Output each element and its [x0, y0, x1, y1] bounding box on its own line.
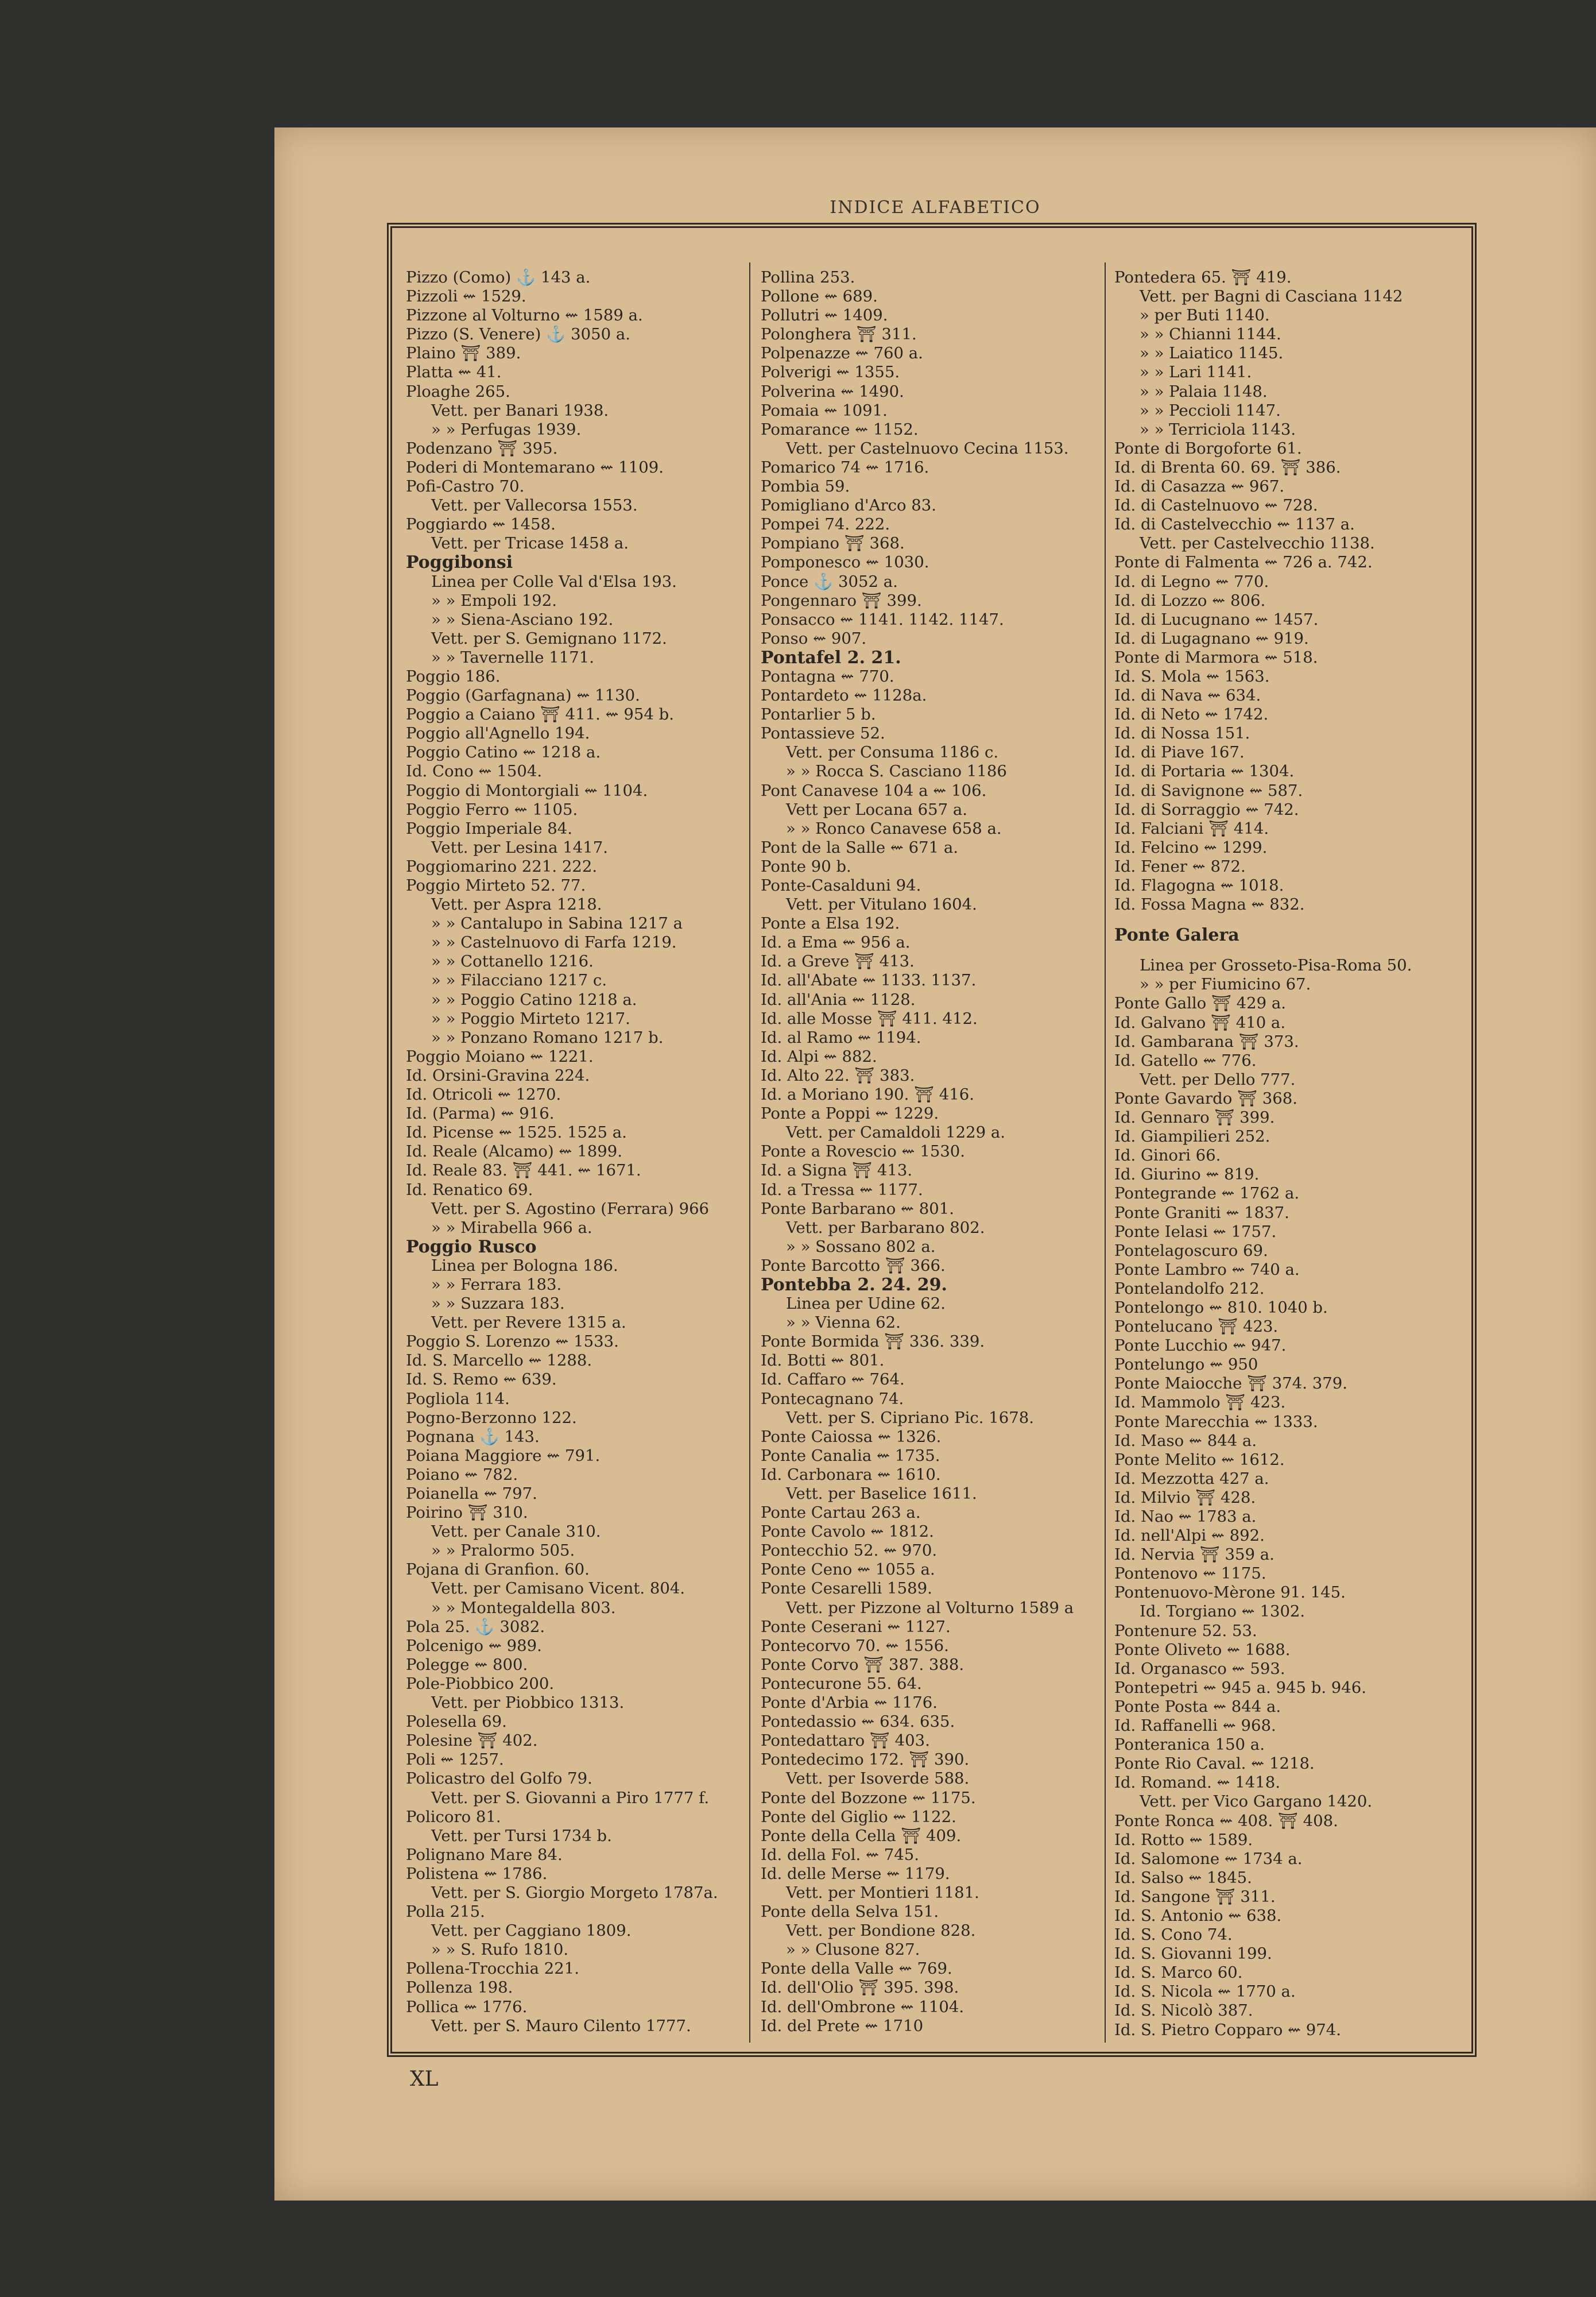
index-entry: Id. di Legno ⇜ 770.: [1114, 572, 1269, 591]
index-heading: Pontafel 2. 21.: [761, 647, 901, 668]
index-entry: Linea per Colle Val d'Elsa 193.: [431, 572, 677, 591]
index-entry: Id. di Castelnuovo ⇜ 728.: [1114, 496, 1318, 515]
index-entry: Id. Otricoli ⇜ 1270.: [406, 1085, 561, 1104]
index-entry: Vett. per Banari 1938.: [431, 401, 609, 420]
index-entry: Id. Caffaro ⇜ 764.: [761, 1370, 905, 1389]
index-entry: Id. Galvano ⛩ 410 a.: [1114, 1013, 1286, 1032]
index-entry: Id. Milvio ⛩ 428.: [1114, 1488, 1256, 1507]
index-entry: Id. Fossa Magna ⇜ 832.: [1114, 895, 1305, 914]
index-entry: Id. di Casazza ⇜ 967.: [1114, 477, 1285, 496]
index-entry: Id. delle Merse ⇜ 1179.: [761, 1864, 950, 1883]
index-entry: Pomponesco ⇜ 1030.: [761, 553, 929, 572]
index-entry: Vett. per Revere 1315 a.: [431, 1313, 626, 1332]
index-entry: » » Lari 1141.: [1140, 363, 1252, 382]
index-entry: Id. Gennaro ⛩ 399.: [1114, 1108, 1275, 1127]
index-entry: » » Siena-Asciano 192.: [431, 610, 614, 629]
index-entry: Pont de la Salle ⇜ 671 a.: [761, 838, 958, 857]
index-entry: Vett. per Montieri 1181.: [786, 1883, 979, 1902]
index-entry: Vett. per Bondione 828.: [786, 1921, 976, 1940]
index-column-1: [406, 268, 739, 2043]
index-entry: Ponte Ielasi ⇜ 1757.: [1114, 1222, 1277, 1241]
index-heading: Poggio Rusco: [406, 1236, 537, 1257]
index-entry: Vett. per Baselice 1611.: [786, 1484, 977, 1503]
index-entry: Pontedera 65. ⛩ 419.: [1114, 268, 1292, 287]
index-entry: Ponte della Valle ⇜ 769.: [761, 1959, 952, 1978]
index-entry: Ponte Gallo ⛩ 429 a.: [1114, 994, 1286, 1013]
index-entry: » » Poggio Catino 1218 a.: [431, 990, 637, 1009]
index-entry: Vett. per S. Agostino (Ferrara) 966: [431, 1199, 710, 1218]
index-entry: Poirino ⛩ 310.: [406, 1503, 528, 1522]
index-entry: Id. Salomone ⇜ 1734 a.: [1114, 1849, 1303, 1868]
page-header: INDICE ALFABETICO: [830, 198, 1041, 218]
index-entry: Ponte Gavardo ⛩ 368.: [1114, 1089, 1297, 1108]
index-entry: Id. di Lugagnano ⇜ 919.: [1114, 629, 1309, 648]
index-entry: Pombia 59.: [761, 477, 850, 496]
index-entry: Polistena ⇜ 1786.: [406, 1864, 548, 1883]
index-entry: Pognana ⚓ 143.: [406, 1427, 540, 1446]
index-entry: Id. Nervia ⛩ 359 a.: [1114, 1545, 1275, 1564]
index-entry: Id. Romand. ⇜ 1418.: [1114, 1773, 1280, 1792]
index-entry: Vett. per Dello 777.: [1140, 1070, 1296, 1089]
index-entry: Vett. per Lesina 1417.: [431, 838, 608, 857]
index-entry: Pollone ⇜ 689.: [761, 287, 878, 306]
index-entry: Id. all'Ania ⇜ 1128.: [761, 990, 916, 1009]
index-entry: Id. Fener ⇜ 872.: [1114, 857, 1246, 876]
index-entry: Id. del Prete ⇜ 1710: [761, 2016, 924, 2035]
book-page: [274, 127, 1596, 2201]
index-entry: » » Laiatico 1145.: [1140, 344, 1284, 363]
index-entry: » » Palaia 1148.: [1140, 382, 1268, 401]
index-entry: Ponte del Bozzone ⇜ 1175.: [761, 1788, 976, 1807]
index-entry: » » Ponzano Romano 1217 b.: [431, 1028, 664, 1047]
index-entry: Ponte a Rovescio ⇜ 1530.: [761, 1142, 966, 1161]
index-heading: Pontebba 2. 24. 29.: [761, 1274, 947, 1295]
index-entry: » » Tavernelle 1171.: [431, 648, 595, 667]
column-divider: [749, 262, 750, 2043]
index-entry: » » Montegaldella 803.: [431, 1598, 616, 1617]
index-entry: Platta ⇜ 41.: [406, 363, 502, 382]
index-entry: Pontenuovo-Mèrone 91. 145.: [1114, 1583, 1346, 1602]
index-entry: Id. alle Mosse ⛩ 411. 412.: [761, 1009, 978, 1028]
index-entry: Pollenza 198.: [406, 1978, 513, 1997]
entry-spacer: [1114, 945, 1459, 956]
index-entry: Pogno-Berzonno 122.: [406, 1408, 577, 1427]
index-entry: » » Rocca S. Casciano 1186: [786, 762, 1007, 781]
index-entry: Pola 25. ⚓ 3082.: [406, 1617, 545, 1636]
index-entry: Pontarlier 5 b.: [761, 705, 876, 724]
index-entry: » » Terriciola 1143.: [1140, 420, 1296, 439]
index-entry: Id. di Nava ⇜ 634.: [1114, 686, 1261, 705]
index-entry: » » Peccioli 1147.: [1140, 401, 1281, 420]
index-entry: Id. Torgiano ⇜ 1302.: [1140, 1602, 1306, 1621]
index-entry: Pongennaro ⛩ 399.: [761, 591, 922, 610]
index-entry: » » Poggio Mirteto 1217.: [431, 1009, 630, 1028]
index-entry: Pontecchio 52. ⇜ 970.: [761, 1541, 938, 1560]
index-entry: Ponte Cesarelli 1589.: [761, 1579, 932, 1598]
index-entry: Ponte Ceserani ⇜ 1127.: [761, 1617, 951, 1636]
index-entry: Pompiano ⛩ 368.: [761, 534, 905, 553]
index-entry: Pontelongo ⇜ 810. 1040 b.: [1114, 1298, 1328, 1317]
index-entry: Poggio Imperiale 84.: [406, 819, 572, 838]
index-entry: Vett per Locana 657 a.: [786, 800, 968, 819]
index-entry: Id. a Moriano 190. ⛩ 416.: [761, 1085, 975, 1104]
index-entry: Ponte Cartau 263 a.: [761, 1503, 921, 1522]
index-entry: Poggiardo ⇜ 1458.: [406, 515, 556, 534]
index-entry: Vett. per Bagni di Casciana 1142: [1140, 287, 1403, 306]
index-entry: Pizzo (Como) ⚓ 143 a.: [406, 268, 591, 287]
index-entry: Id. Giurino ⇜ 819.: [1114, 1165, 1260, 1184]
index-entry: Pontecurone 55. 64.: [761, 1674, 922, 1693]
index-entry: Pojana di Granfion. 60.: [406, 1560, 590, 1579]
index-entry: Vett. per Castelvecchio 1138.: [1140, 534, 1375, 553]
index-entry: Pont Canavese 104 a ⇜ 106.: [761, 781, 987, 800]
index-entry: Vett. per S. Mauro Cilento 1777.: [431, 2016, 691, 2035]
index-entry: Poggio Mirteto 52. 77.: [406, 876, 586, 895]
index-entry: Polesine ⛩ 402.: [406, 1731, 538, 1750]
index-entry: Id. (Parma) ⇜ 916.: [406, 1104, 555, 1123]
index-entry: Plaino ⛩ 389.: [406, 344, 521, 363]
index-entry: Pontenovo ⇜ 1175.: [1114, 1564, 1266, 1583]
index-entry: Vett. per Vitulano 1604.: [786, 895, 977, 914]
index-entry: Id. Picense ⇜ 1525. 1525 a.: [406, 1123, 627, 1142]
index-entry: Vett. per Consuma 1186 c.: [786, 743, 999, 762]
index-entry: Ponte Oliveto ⇜ 1688.: [1114, 1640, 1291, 1659]
index-entry: Ponte Rio Caval. ⇜ 1218.: [1114, 1754, 1315, 1773]
index-entry: » » Empoli 192.: [431, 591, 557, 610]
index-entry: Pontecagnano 74.: [761, 1389, 904, 1408]
index-entry: Poli ⇜ 1257.: [406, 1750, 504, 1769]
index-entry: Id. di Lozzo ⇜ 806.: [1114, 591, 1266, 610]
index-entry: Vett. per Castelnuovo Cecina 1153.: [786, 439, 1069, 458]
index-entry: » » Mirabella 966 a.: [431, 1218, 592, 1237]
index-entry: » » S. Rufo 1810.: [431, 1940, 569, 1959]
index-entry: Pontassieve 52.: [761, 724, 885, 743]
index-entry: Poggio di Montorgiali ⇜ 1104.: [406, 781, 648, 800]
index-entry: Ponte di Marmora ⇜ 518.: [1114, 648, 1318, 667]
index-entry: Vett. per Camaldoli 1229 a.: [786, 1123, 1006, 1142]
index-entry: Id. Botti ⇜ 801.: [761, 1351, 885, 1370]
index-entry: » » Pralormo 505.: [431, 1541, 575, 1560]
index-entry: Polegge ⇜ 800.: [406, 1655, 528, 1674]
index-entry: Id. dell'Ombrone ⇜ 1104.: [761, 1997, 964, 2016]
index-entry: Pollica ⇜ 1776.: [406, 1997, 528, 2016]
index-entry: Poggio Ferro ⇜ 1105.: [406, 800, 578, 819]
index-entry: Id. S. Pietro Copparo ⇜ 974.: [1114, 2020, 1342, 2039]
index-entry: » » Ronco Canavese 658 a.: [786, 819, 1002, 838]
index-entry: Poiana Maggiore ⇜ 791.: [406, 1446, 601, 1465]
index-entry: Vett. per S. Giorgio Morgeto 1787a.: [431, 1883, 718, 1902]
index-entry: Ponce ⚓ 3052 a.: [761, 572, 898, 591]
index-entry: Linea per Udine 62.: [786, 1294, 946, 1313]
index-entry: Pontegrande ⇜ 1762 a.: [1114, 1184, 1300, 1203]
index-entry: Id. Flagogna ⇜ 1018.: [1114, 876, 1284, 895]
index-entry: Id. a Signa ⛩ 413.: [761, 1161, 913, 1180]
index-entry: Ponte 90 b.: [761, 857, 851, 876]
index-entry: Poderi di Montemarano ⇜ 1109.: [406, 458, 664, 477]
index-entry: Id. Rotto ⇜ 1589.: [1114, 1830, 1253, 1849]
index-entry: Poiano ⇜ 782.: [406, 1465, 518, 1484]
index-entry: Vett. per Tursi 1734 b.: [431, 1826, 612, 1845]
index-entry: Id. Felcino ⇜ 1299.: [1114, 838, 1268, 857]
index-entry: Id. Gatello ⇜ 776.: [1114, 1051, 1257, 1070]
index-entry: Id. Sangone ⛩ 311.: [1114, 1887, 1276, 1906]
index-entry: Ponte Ronca ⇜ 408. ⛩ 408.: [1114, 1811, 1338, 1830]
index-entry: Pollutri ⇜ 1409.: [761, 306, 888, 325]
index-entry: » » Perfugas 1939.: [431, 420, 582, 439]
index-entry: Polcenigo ⇜ 989.: [406, 1636, 542, 1655]
index-entry: Vett. per Caggiano 1809.: [431, 1921, 632, 1940]
column-divider: [1105, 262, 1106, 2043]
index-entry: Id. di Piave 167.: [1114, 743, 1245, 762]
index-entry: Pontenure 52. 53.: [1114, 1621, 1257, 1640]
index-entry: Ponte della Cella ⛩ 409.: [761, 1826, 962, 1845]
index-entry: » per Buti 1140.: [1140, 306, 1270, 325]
index-entry: Id. S. Marco 60.: [1114, 1963, 1243, 1982]
index-entry: » » Castelnuovo di Farfa 1219.: [431, 933, 677, 952]
entry-spacer: [1114, 914, 1459, 926]
index-entry: Id. S. Nicola ⇜ 1770 a.: [1114, 1982, 1296, 2001]
index-entry: Pontedecimo 172. ⛩ 390.: [761, 1750, 970, 1769]
index-entry: Id. S. Marcello ⇜ 1288.: [406, 1351, 592, 1370]
index-entry: Ponte Bormida ⛩ 336. 339.: [761, 1332, 985, 1351]
index-entry: Poggio Catino ⇜ 1218 a.: [406, 743, 601, 762]
index-entry: Linea per Grosseto-Pisa-Roma 50.: [1140, 956, 1412, 975]
index-entry: Ponte Marecchia ⇜ 1333.: [1114, 1412, 1318, 1431]
index-entry: » » Filacciano 1217 c.: [431, 971, 607, 990]
index-entry: Id. Cono ⇜ 1504.: [406, 762, 543, 781]
index-column-2: [761, 268, 1097, 2043]
index-entry: Id. di Neto ⇜ 1742.: [1114, 705, 1269, 724]
index-entry: Pizzoli ⇜ 1529.: [406, 287, 526, 306]
index-entry: Poggio 186.: [406, 667, 501, 686]
index-entry: Ponte Maiocche ⛩ 374. 379.: [1114, 1374, 1348, 1393]
index-entry: Id. S. Cono 74.: [1114, 1925, 1233, 1944]
index-entry: Id. Organasco ⇜ 593.: [1114, 1659, 1285, 1678]
index-entry: Id. della Fol. ⇜ 745.: [761, 1845, 919, 1864]
index-entry: Policastro del Golfo 79.: [406, 1769, 592, 1788]
index-entry: Id. Falciani ⛩ 414.: [1114, 819, 1269, 838]
index-entry: Pizzone al Volturno ⇜ 1589 a.: [406, 306, 643, 325]
index-entry: Vett. per Aspra 1218.: [431, 895, 602, 914]
index-entry: Pomarico 74 ⇜ 1716.: [761, 458, 929, 477]
index-entry: Vett. per Barbarano 802.: [786, 1218, 985, 1237]
index-entry: Pontelucano ⛩ 423.: [1114, 1317, 1279, 1336]
index-entry: Id. nell'Alpi ⇜ 892.: [1114, 1526, 1265, 1545]
index-entry: Vett. per S. Giovanni a Piro 1777 f.: [431, 1788, 710, 1807]
index-entry: Id. a Tressa ⇜ 1177.: [761, 1180, 923, 1199]
index-entry: Pontelagoscuro 69.: [1114, 1241, 1268, 1260]
index-entry: Id. Orsini-Gravina 224.: [406, 1066, 590, 1085]
index-entry: » » Cantalupo in Sabina 1217 a: [431, 914, 683, 933]
index-entry: Ponte Canalia ⇜ 1735.: [761, 1446, 940, 1465]
index-entry: Pontedattaro ⛩ 403.: [761, 1731, 930, 1750]
index-entry: Pontecorvo 70. ⇜ 1556.: [761, 1636, 949, 1655]
index-entry: Ponte Barcotto ⛩ 366.: [761, 1256, 946, 1275]
index-entry: » » Sossano 802 a.: [786, 1237, 936, 1256]
index-entry: Ploaghe 265.: [406, 382, 510, 401]
index-entry: Ponte Ceno ⇜ 1055 a.: [761, 1560, 935, 1579]
index-entry: Pollena-Trocchia 221.: [406, 1959, 579, 1978]
index-entry: Pollina 253.: [761, 268, 855, 287]
index-entry: Id. di Castelvecchio ⇜ 1137 a.: [1114, 515, 1355, 534]
index-entry: Id. Reale (Alcamo) ⇜ 1899.: [406, 1142, 622, 1161]
index-entry: Pomaia ⇜ 1091.: [761, 401, 888, 420]
index-entry: Pomarance ⇜ 1152.: [761, 420, 919, 439]
index-entry: Ponte Posta ⇜ 844 a.: [1114, 1697, 1281, 1716]
index-entry: Id. a Greve ⛩ 413.: [761, 952, 915, 971]
index-entry: Pizzo (S. Venere) ⚓ 3050 a.: [406, 325, 630, 344]
index-entry: » » Suzzara 183.: [431, 1294, 565, 1313]
index-entry: Ponte-Casalduni 94.: [761, 876, 921, 895]
index-entry: Ponte del Giglio ⇜ 1122.: [761, 1807, 956, 1826]
index-entry: Pontelungo ⇜ 950: [1114, 1355, 1258, 1374]
index-entry: Poggio (Garfagnana) ⇜ 1130.: [406, 686, 640, 705]
index-entry: Id. S. Giovanni 199.: [1114, 1944, 1272, 1963]
index-entry: Id. Carbonara ⇜ 1610.: [761, 1465, 941, 1484]
index-entry: Vett. per Tricase 1458 a.: [431, 534, 629, 553]
index-entry: Ponte Cavolo ⇜ 1812.: [761, 1522, 934, 1541]
index-entry: Ponte Graniti ⇜ 1837.: [1114, 1203, 1289, 1222]
index-entry: Id. Raffanelli ⇜ 968.: [1114, 1716, 1276, 1735]
index-entry: Id. di Savignone ⇜ 587.: [1114, 781, 1303, 800]
index-entry: Vett. per Camisano Vicent. 804.: [431, 1579, 685, 1598]
index-entry: » » per Fiumicino 67.: [1140, 975, 1311, 994]
index-entry: Ponte Caiossa ⇜ 1326.: [761, 1427, 942, 1446]
index-entry: Poggio S. Lorenzo ⇜ 1533.: [406, 1332, 619, 1351]
index-entry: Podenzano ⛩ 395.: [406, 439, 558, 458]
index-entry: Vett. per S. Gemignano 1172.: [431, 629, 667, 648]
index-entry: Pontagna ⇜ 770.: [761, 667, 894, 686]
index-entry: Id. S. Antonio ⇜ 638.: [1114, 1906, 1282, 1925]
index-entry: Id. Alpi ⇜ 882.: [761, 1047, 877, 1066]
index-entry: Pontardeto ⇜ 1128a.: [761, 686, 927, 705]
index-entry: » » Ferrara 183.: [431, 1275, 562, 1294]
index-entry: Ponte Lucchio ⇜ 947.: [1114, 1336, 1287, 1355]
index-entry: Poggio Moiano ⇜ 1221.: [406, 1047, 594, 1066]
index-entry: Poianella ⇜ 797.: [406, 1484, 537, 1503]
index-entry: Ponte di Falmenta ⇜ 726 a. 742.: [1114, 553, 1373, 572]
index-entry: Id. Giampilieri 252.: [1114, 1127, 1270, 1146]
index-entry: Id. Maso ⇜ 844 a.: [1114, 1431, 1257, 1450]
index-entry: » » Vienna 62.: [786, 1313, 901, 1332]
index-heading: Ponte Galera: [1114, 925, 1239, 946]
index-entry: Poggio a Caiano ⛩ 411. ⇜ 954 b.: [406, 705, 675, 724]
index-entry: Vett. per Vallecorsa 1553.: [431, 496, 638, 515]
index-entry: Polignano Mare 84.: [406, 1845, 563, 1864]
index-entry: Id. Nao ⇜ 1783 a.: [1114, 1507, 1257, 1526]
index-entry: Vett. per Vico Gargano 1420.: [1140, 1792, 1373, 1811]
index-entry: Linea per Bologna 186.: [431, 1256, 618, 1275]
index-frame: [387, 223, 1477, 2057]
index-entry: Poggio all'Agnello 194.: [406, 724, 590, 743]
index-entry: Id. S. Mola ⇜ 1563.: [1114, 667, 1270, 686]
index-entry: Id. di Sorraggio ⇜ 742.: [1114, 800, 1299, 819]
index-entry: Id. Alto 22. ⛩ 383.: [761, 1066, 915, 1085]
index-heading: Poggibonsi: [406, 552, 513, 573]
index-entry: Pole-Piobbico 200.: [406, 1674, 555, 1693]
index-entry: Id. Salso ⇜ 1845.: [1114, 1868, 1252, 1887]
index-entry: » » Chianni 1144.: [1140, 325, 1281, 344]
index-entry: Vett. per Pizzone al Volturno 1589 a: [786, 1598, 1074, 1617]
index-entry: Ponsacco ⇜ 1141. 1142. 1147.: [761, 610, 1004, 629]
index-entry: Polverigi ⇜ 1355.: [761, 363, 900, 382]
index-entry: Polla 215.: [406, 1902, 485, 1921]
index-entry: Pofi-Castro 70.: [406, 477, 525, 496]
index-entry: Id. Gambarana ⛩ 373.: [1114, 1032, 1299, 1051]
index-entry: Policoro 81.: [406, 1807, 501, 1826]
index-entry: Id. Mammolo ⛩ 423.: [1114, 1393, 1286, 1412]
index-entry: Pontelandolfo 212.: [1114, 1279, 1265, 1298]
index-entry: Ponte a Elsa 192.: [761, 914, 900, 933]
index-entry: Ponte Barbarano ⇜ 801.: [761, 1199, 955, 1218]
index-entry: Ponte a Poppi ⇜ 1229.: [761, 1104, 939, 1123]
index-entry: Pogliola 114.: [406, 1389, 510, 1408]
index-entry: Ponte Corvo ⛩ 387. 388.: [761, 1655, 964, 1674]
index-entry: Id. di Brenta 60. 69. ⛩ 386.: [1114, 458, 1341, 477]
index-entry: Id. Ginori 66.: [1114, 1146, 1221, 1165]
index-entry: Pontedassio ⇜ 634. 635.: [761, 1712, 955, 1731]
index-entry: Polonghera ⛩ 311.: [761, 325, 917, 344]
index-entry: Vett. per Isoverde 588.: [786, 1769, 970, 1788]
index-entry: Id. Renatico 69.: [406, 1180, 533, 1199]
page-folio: XL: [410, 2067, 439, 2091]
index-column-3: [1114, 268, 1459, 2043]
index-entry: » » Clusone 827.: [786, 1940, 920, 1959]
index-entry: Vett. per Canale 310.: [431, 1522, 601, 1541]
index-entry: Ponso ⇜ 907.: [761, 629, 867, 648]
index-entry: Ponteranica 150 a.: [1114, 1735, 1265, 1754]
index-entry: Poggiomarino 221. 222.: [406, 857, 598, 876]
index-entry: Id. S. Remo ⇜ 639.: [406, 1370, 557, 1389]
index-entry: Ponte d'Arbia ⇜ 1176.: [761, 1693, 938, 1712]
index-entry: Ponte Melito ⇜ 1612.: [1114, 1450, 1285, 1469]
index-entry: Polesella 69.: [406, 1712, 507, 1731]
index-entry: Ponte di Borgoforte 61.: [1114, 439, 1302, 458]
index-entry: Polverina ⇜ 1490.: [761, 382, 904, 401]
index-entry: » » Cottanello 1216.: [431, 952, 594, 971]
index-entry: Id. a Ema ⇜ 956 a.: [761, 933, 911, 952]
index-entry: Id. di Nossa 151.: [1114, 724, 1250, 743]
index-entry: Id. Reale 83. ⛩ 441. ⇜ 1671.: [406, 1161, 641, 1180]
index-entry: Id. Mezzotta 427 a.: [1114, 1469, 1269, 1488]
index-entry: Vett. per Piobbico 1313.: [431, 1693, 625, 1712]
index-entry: Id. S. Nicolò 387.: [1114, 2001, 1253, 2020]
index-entry: Polpenazze ⇜ 760 a.: [761, 344, 923, 363]
index-entry: Pompei 74. 222.: [761, 515, 890, 534]
index-entry: Pontepetri ⇜ 945 a. 945 b. 946.: [1114, 1678, 1367, 1697]
index-entry: Id. al Ramo ⇜ 1194.: [761, 1028, 921, 1047]
index-entry: Pomigliano d'Arco 83.: [761, 496, 937, 515]
index-entry: Id. dell'Olio ⛩ 395. 398.: [761, 1978, 959, 1997]
index-entry: Id. di Portaria ⇜ 1304.: [1114, 762, 1295, 781]
index-entry: Ponte della Selva 151.: [761, 1902, 939, 1921]
index-entry: Id. di Lucugnano ⇜ 1457.: [1114, 610, 1319, 629]
index-entry: Ponte Lambro ⇜ 740 a.: [1114, 1260, 1300, 1279]
index-entry: Vett. per S. Cipriano Pic. 1678.: [786, 1408, 1034, 1427]
index-entry: Id. all'Abate ⇜ 1133. 1137.: [761, 971, 977, 990]
